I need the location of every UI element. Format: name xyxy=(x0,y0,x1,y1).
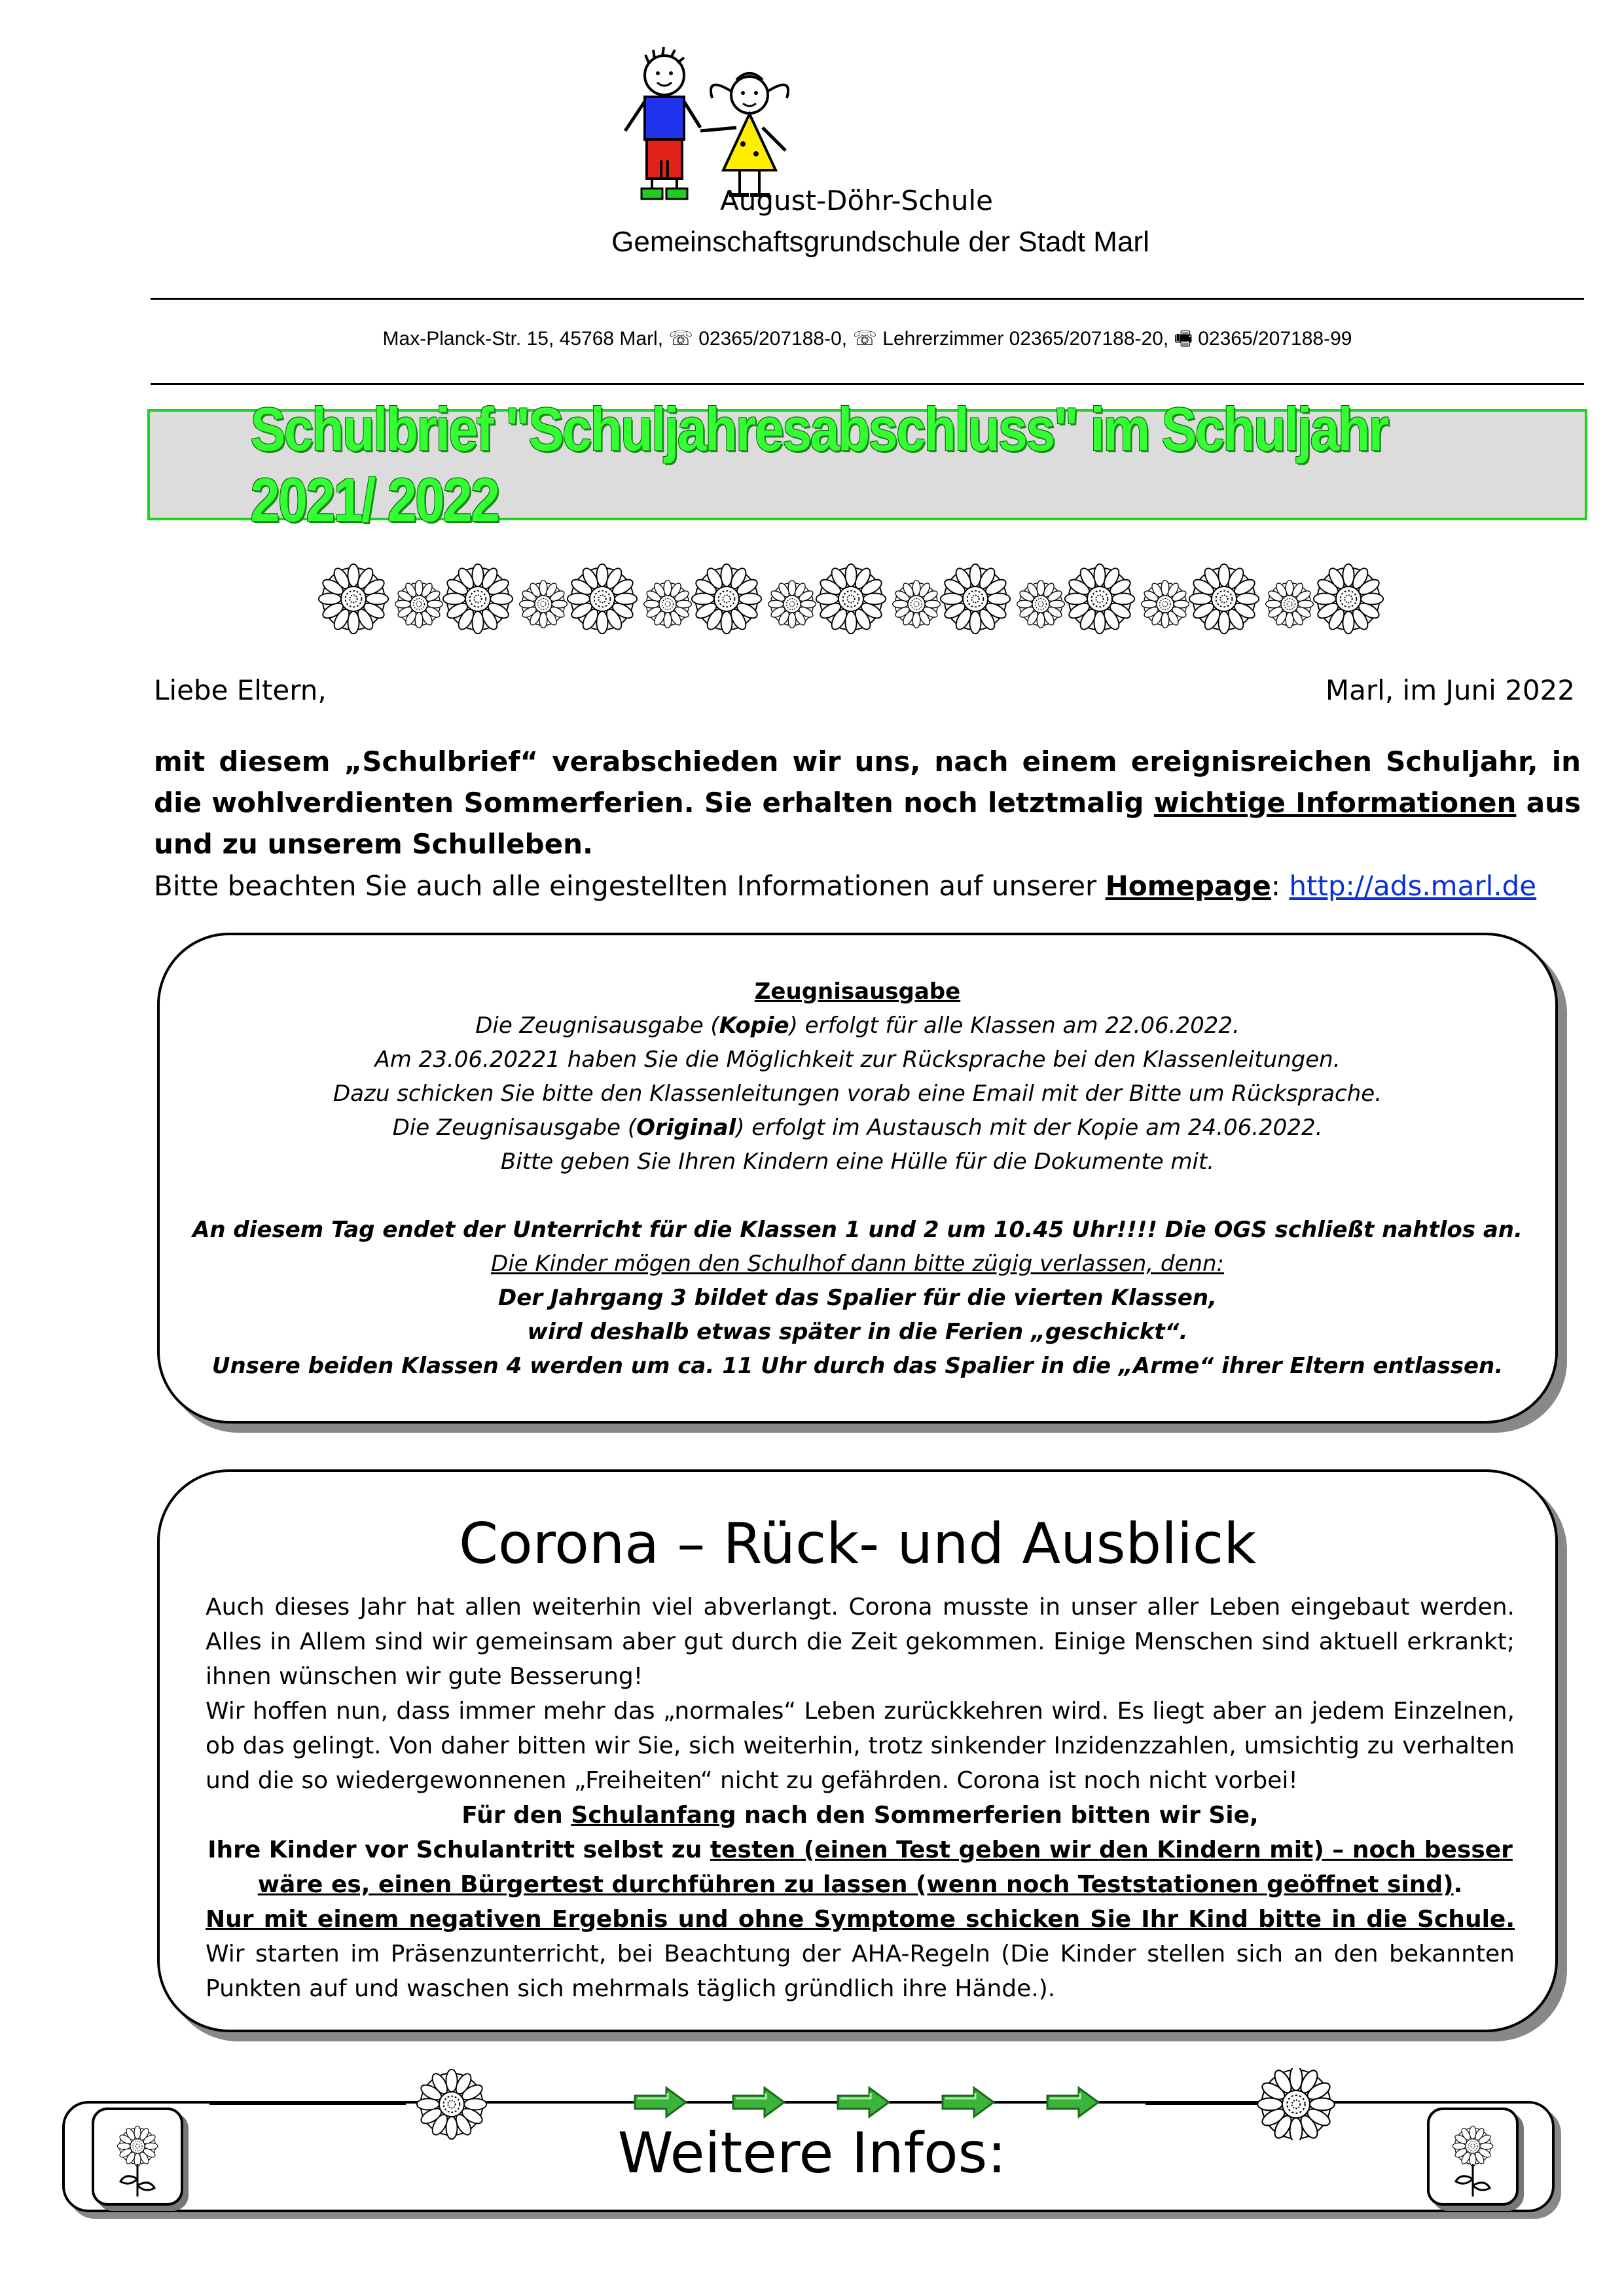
zeugnis-content xyxy=(160,975,1555,1383)
sunflower-icon xyxy=(816,564,886,634)
title-banner xyxy=(147,395,1587,534)
footer-rule-left xyxy=(209,2103,406,2105)
zeugnis-line-4b: Original xyxy=(636,1115,736,1141)
corona-title: Corona – Rück- und Ausblick xyxy=(458,1511,1257,1577)
zeugnis-box xyxy=(157,933,1558,1424)
zeugnis-line-1c: ) erfolgt für alle Klassen am 22.06.2022. xyxy=(789,1013,1240,1039)
corona-c1c: nach den Sommerferien bitten wir Sie, xyxy=(736,1802,1259,1829)
corona-p3a: Nur mit einem negativen Ergebnis und ohne Symptome schicken Sie Ihr Kind bitte in die Schule. xyxy=(206,1906,1515,1933)
page-title: Schulbrief "Schuljahresabschluss" im Schuljahr 2021/ 2022 xyxy=(250,395,1388,534)
intro-underlined: wichtige Informationen xyxy=(1153,787,1517,819)
header-rule-top xyxy=(151,298,1584,300)
intro-text-end: aus und zu unserem Schulleben. xyxy=(154,787,1581,860)
sunflower-icon xyxy=(1142,581,1189,628)
school-name: August-Döhr-Schule xyxy=(720,185,994,217)
intro-paragraph xyxy=(154,741,1581,865)
arrow-right-icon xyxy=(635,2088,686,2117)
zeugnis-line-10: Unsere beiden Klassen 4 werden um ca. 11 Uhr durch das Spalier in die „Arme“ ihrer Eltern entlassen. xyxy=(211,1353,1504,1379)
sunflower-icon xyxy=(1065,564,1134,634)
sunflower-icon xyxy=(319,564,388,634)
homepage-colon: : xyxy=(1271,870,1290,902)
corona-c2a: Ihre Kinder vor Schulantritt selbst zu xyxy=(208,1837,710,1863)
zeugnis-spacer xyxy=(160,1179,1555,1213)
homepage-link[interactable]: http://ads.marl.de xyxy=(1289,870,1537,902)
corona-c1b: Schulanfang xyxy=(571,1802,736,1829)
sunflower-icon xyxy=(692,564,761,634)
arrow-right-icon xyxy=(943,2088,994,2117)
homepage-line xyxy=(154,865,1581,906)
arrow-right-icon xyxy=(838,2088,889,2117)
sunflower-icon xyxy=(1017,581,1065,628)
sunflower-icon xyxy=(893,581,941,628)
zeugnis-line-9: wird deshalb etwas später in die Ferien „geschickt“. xyxy=(527,1319,1188,1345)
address-line: Max-Planck-Str. 15, 45768 Marl, ☏ 02365/207188-0, ☏ Lehrerzimmer 02365/207188-20, 🖷 02365/207188-99 xyxy=(382,328,1352,350)
corona-body xyxy=(206,1590,1515,2006)
header-rule-bottom xyxy=(151,383,1584,385)
intro-text: mit diesem „Schulbrief“ verabschieden wir uns, nach einem ereignisreichen Schuljahr, in die wohlverdienten Sommerferien. Sie erhalten noch letztmalig xyxy=(154,745,1581,819)
zeugnis-line-7: Die Kinder mögen den Schulhof dann bitte zügig verlassen, denn: xyxy=(491,1251,1224,1277)
corona-paragraph-1: Auch dieses Jahr hat allen weiterhin viel abverlangt. Corona musste in unser aller Leben eingebaut werden. Alles in Allem sind wir gemeinsam aber gut durch die Zeit gekommen. Einige Menschen sind aktuell erkrankt; ihnen wünschen wir gute Besserung! xyxy=(206,1594,1515,1690)
place-date: Marl, im Juni 2022 xyxy=(1325,674,1575,706)
corona-paragraph-2: Wir hoffen nun, dass immer mehr das „normales“ Leben zurückkehren wird. Es liegt aber an jedem Einzelnen, ob das gelingt. Von daher bitten wir Sie, sich weiterhin, trotz sinkender Inzidenzzahlen, umsichtig zu verhalten und die so wiedergewonnenen „Freiheiten“ nicht zu gefährden. Corona ist noch nicht vorbei! xyxy=(206,1698,1515,1794)
school-subtitle: Gemeinschaftsgrundschule der Stadt Marl xyxy=(611,226,1149,258)
arrow-right-icon xyxy=(1047,2088,1098,2117)
corona-paragraph-3 xyxy=(206,1902,1515,2006)
zeugnis-line-5: Bitte geben Sie Ihren Kindern eine Hülle für die Dokumente mit. xyxy=(500,1149,1215,1175)
zeugnis-line-3: Dazu schicken Sie bitte den Klassenleitungen vorab eine Email mit der Bitte um Rücksprache. xyxy=(333,1081,1382,1107)
zeugnis-line-1 xyxy=(160,1009,1555,1043)
sunflower-icon xyxy=(1266,581,1314,628)
zeugnis-line-4a: Die Zeugnisausgabe ( xyxy=(392,1115,637,1141)
zeugnis-line-2: Am 23.06.20221 haben Sie die Möglichkeit zur Rücksprache bei den Klassenleitungen. xyxy=(374,1047,1341,1073)
sunflower-icon xyxy=(941,564,1010,634)
corona-box xyxy=(157,1469,1558,2032)
footer-title: Weitere Infos: xyxy=(617,2121,1007,2186)
zeugnis-heading: Zeugnisausgabe xyxy=(754,978,961,1005)
zeugnis-line-6: An diesem Tag endet der Unterricht für die Klassen 1 und 2 um 10.45 Uhr!!!! Die OGS schließt nahtlos an. xyxy=(192,1217,1523,1243)
homepage-label: Homepage xyxy=(1105,870,1271,902)
sunflower-icon xyxy=(568,564,637,634)
sunflower-icon xyxy=(644,581,692,628)
sunflower-icon xyxy=(395,581,443,628)
arrow-right-icon xyxy=(733,2088,784,2117)
zeugnis-line-4 xyxy=(160,1111,1555,1145)
zeugnis-line-8: Der Jahrgang 3 bildet das Spalier für die vierten Klassen, xyxy=(498,1285,1217,1311)
corona-c1a: Für den xyxy=(461,1802,571,1829)
homepage-prefix: Bitte beachten Sie auch alle eingestellten Informationen auf unserer xyxy=(154,870,1106,902)
greeting: Liebe Eltern, xyxy=(154,674,327,706)
corona-center-line-1 xyxy=(206,1798,1515,1833)
sunflower-icon xyxy=(1314,564,1383,634)
corona-p3b: Wir starten im Präsenzunterricht, bei Beachtung der AHA-Regeln (Die Kinder stellen sich an den bekannten Punkten auf und waschen sich mehrmals täglich gründlich ihre Hände.). xyxy=(206,1941,1515,2002)
sunflower-border xyxy=(308,560,1434,638)
corona-c2b: testen (einen Test geben wir den Kindern mit) – noch besser wäre es, einen Bürgertest durchführen zu lassen (wenn noch Teststationen geöffnet sind) xyxy=(257,1837,1513,1898)
corona-c2c: . xyxy=(1453,1871,1463,1898)
zeugnis-line-4c: ) erfolgt im Austausch mit der Kopie am 24.06.2022. xyxy=(736,1115,1323,1141)
zeugnis-line-1b: Kopie xyxy=(719,1013,789,1039)
sunflower-icon xyxy=(1189,564,1259,634)
sunflower-icon xyxy=(443,564,513,634)
sunflower-icon xyxy=(520,581,568,628)
corona-center-line-2 xyxy=(206,1833,1515,1902)
zeugnis-line-1a: Die Zeugnisausgabe ( xyxy=(475,1013,719,1039)
sunflower-icon xyxy=(768,581,816,628)
